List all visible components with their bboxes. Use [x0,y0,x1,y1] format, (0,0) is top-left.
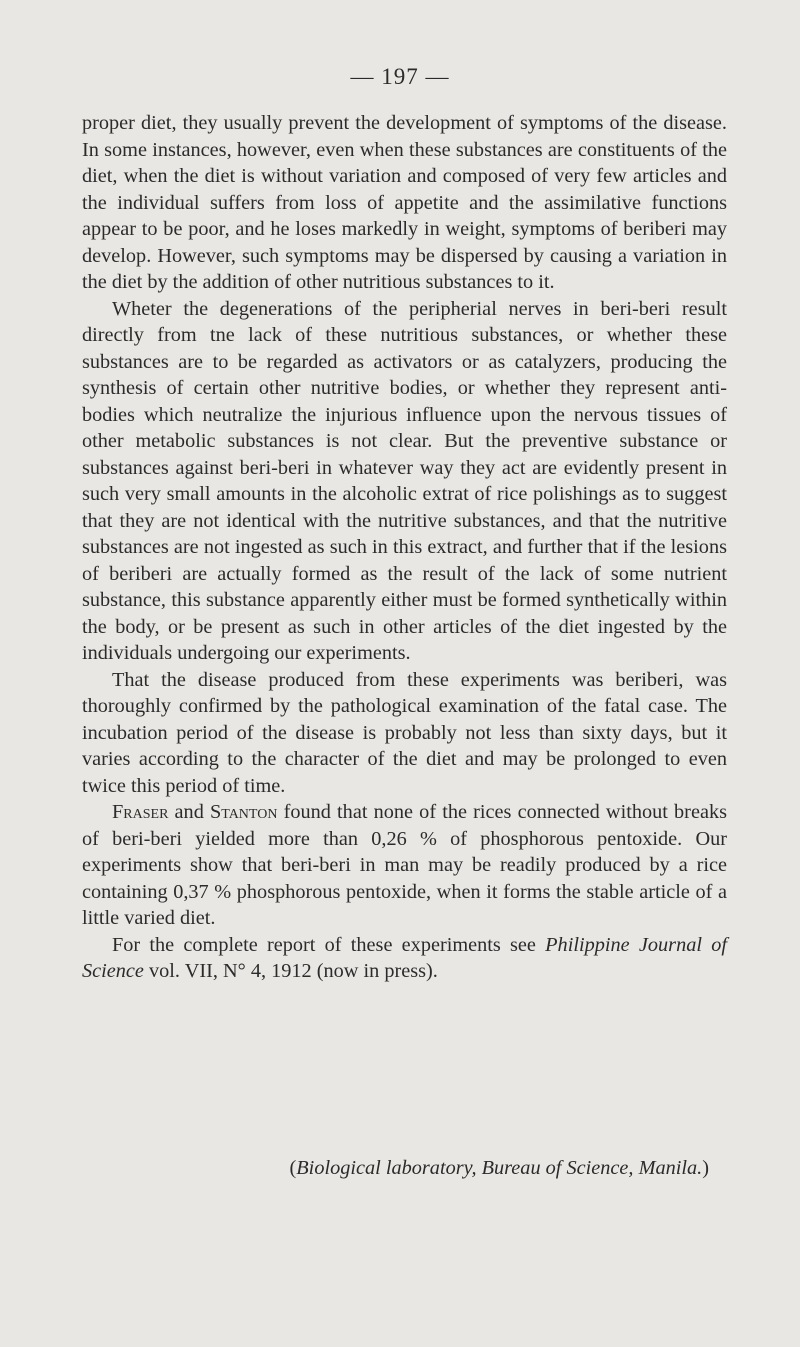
paragraph-3: That the disease produced from these experiments was beriberi, was thoroughly confirmed by the pathological examination of the fatal case. The incubation period of the disease is probably not less than sixty days, but it varies according to the character of the diet and may be prolonged to even twice this period of time. [82,668,727,797]
paragraph-4 [82,799,727,932]
paragraph-1: proper diet, they usually prevent the development of symptoms of the disease. In some instances, however, even when these substances are constituents of the diet, when the diet is without variation and composed of very few articles and the individual suffers from loss of appetite and the assimilative functions appear to be poor, and he loses markedly in weight, symptoms of beriberi may develop. However, such symptoms may be dispersed by causing a variation in the diet by the addition of other nutritious substances to it. [82,112,727,293]
signature-open-paren: ( [289,1157,297,1179]
signature [82,1157,709,1180]
author-fraser: Fraser [112,801,169,823]
body-text [82,110,727,985]
signature-text: Biological laboratory, Bureau of Science, Manila. [296,1157,703,1179]
paragraph-5 [82,932,727,985]
journal-title: Philippine Journal of Science [82,933,727,982]
signature-close-paren: ) [702,1157,709,1179]
paragraph-5-rest: vol. VII, N° 4, 1912 (now in press). [143,960,438,982]
paragraph-5-lead: For the complete report of these experiments see [112,933,546,956]
page-number: — 197 — [350,64,450,89]
paragraph-4-text: found that none of the rices connected without breaks of beri-beri yielded more than 0,26 % of phosphorous pentoxide. Our experiments show that beri-beri in man may be readily produced by a rice containing 0,37 % phosphorous pentoxide, when it forms the stable article of a little varied diet. [82,801,727,929]
author-stanton: Stanton [209,801,278,823]
paragraph-2: Wheter the degenerations of the peripherial nerves in beri-beri result directly from tne lack of these nutritious substances, or whether these substances are to be regarded as activators or as catalyzers, producing the synthesis of certain other nutritive bodies, or whether they represent anti-bodies which neutralize the injurious influence upon the nervous tissues of other metabolic substances is not clear. But the preventive substance or substances against beri-beri in whatever way they act are evidently present in such very small amounts in the alcoholic extrat of rice polishings as to suggest that they are not identical with the nutritive substances, and that the nutritive substances are not ingested as such in this extract, and further that if the lesions of beriberi are actually formed as the result of the lack of some nutrient substance, this substance apparently either must be formed synthetically within the body, or be present as such in other articles of the diet ingested by the individuals undergoing our experiments. [82,297,727,664]
author-conjunction: and [168,801,210,823]
